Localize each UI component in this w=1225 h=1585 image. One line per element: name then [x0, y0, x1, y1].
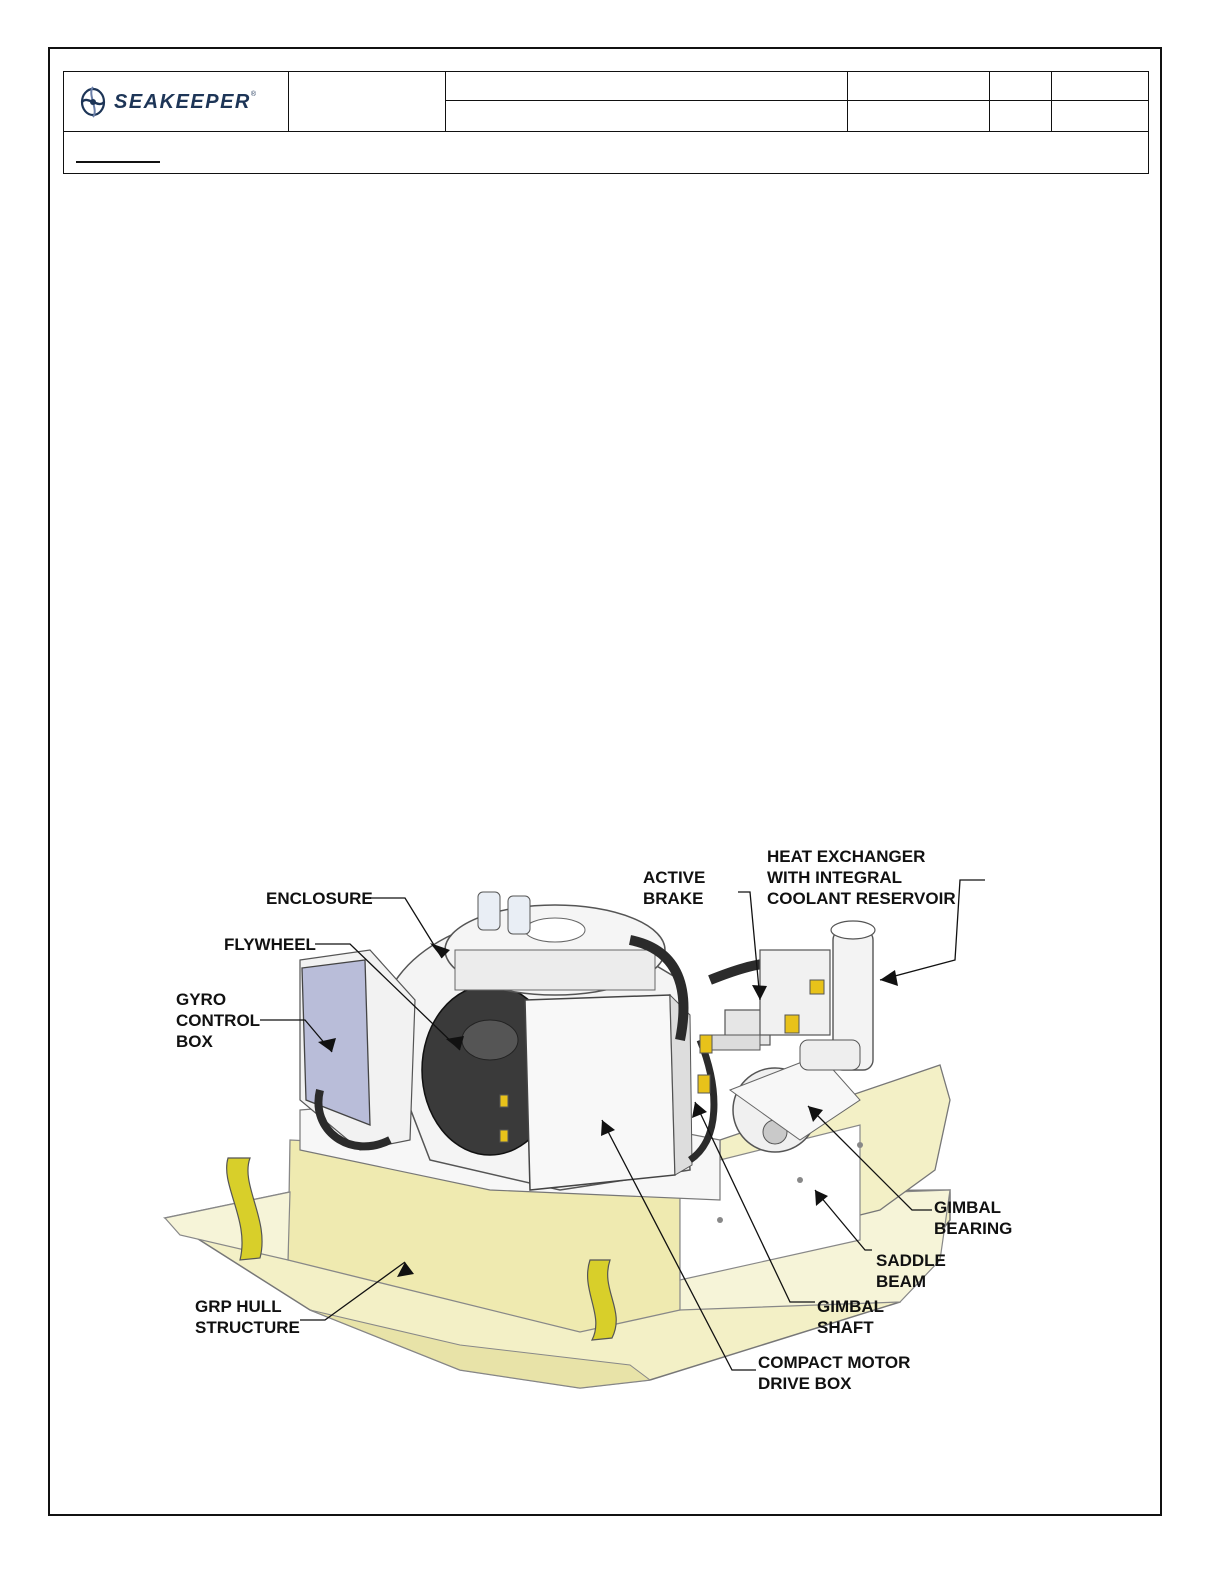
label-enclosure: ENCLOSURE	[266, 889, 373, 908]
label-compact-motor-drive-box: COMPACT MOTOR DRIVE BOX	[758, 1353, 911, 1393]
label-flywheel: FLYWHEEL	[224, 935, 316, 954]
seakeeper-gyro-logo-icon	[78, 85, 108, 119]
label-gyro-control-box: GYRO CONTROL BOX	[176, 990, 261, 1051]
gyro-stabilizer-illustration	[160, 840, 1040, 1410]
label-saddle-beam: SADDLE BEAM	[876, 1251, 946, 1291]
label-grp-hull-structure: GRP HULL STRUCTURE	[195, 1297, 300, 1337]
brand-name: SEAKEEPER®	[114, 90, 258, 113]
label-heat-exchanger: HEAT EXCHANGER WITH INTEGRAL COOLANT RESERVOIR	[767, 847, 956, 908]
label-active-brake: ACTIVE BRAKE	[643, 868, 706, 908]
company-logo	[78, 81, 278, 123]
label-gimbal-shaft: GIMBAL SHAFT	[817, 1297, 885, 1337]
label-gimbal-bearing: GIMBAL BEARING	[934, 1198, 1013, 1238]
header-underline	[76, 161, 160, 163]
title-block	[63, 71, 1149, 174]
